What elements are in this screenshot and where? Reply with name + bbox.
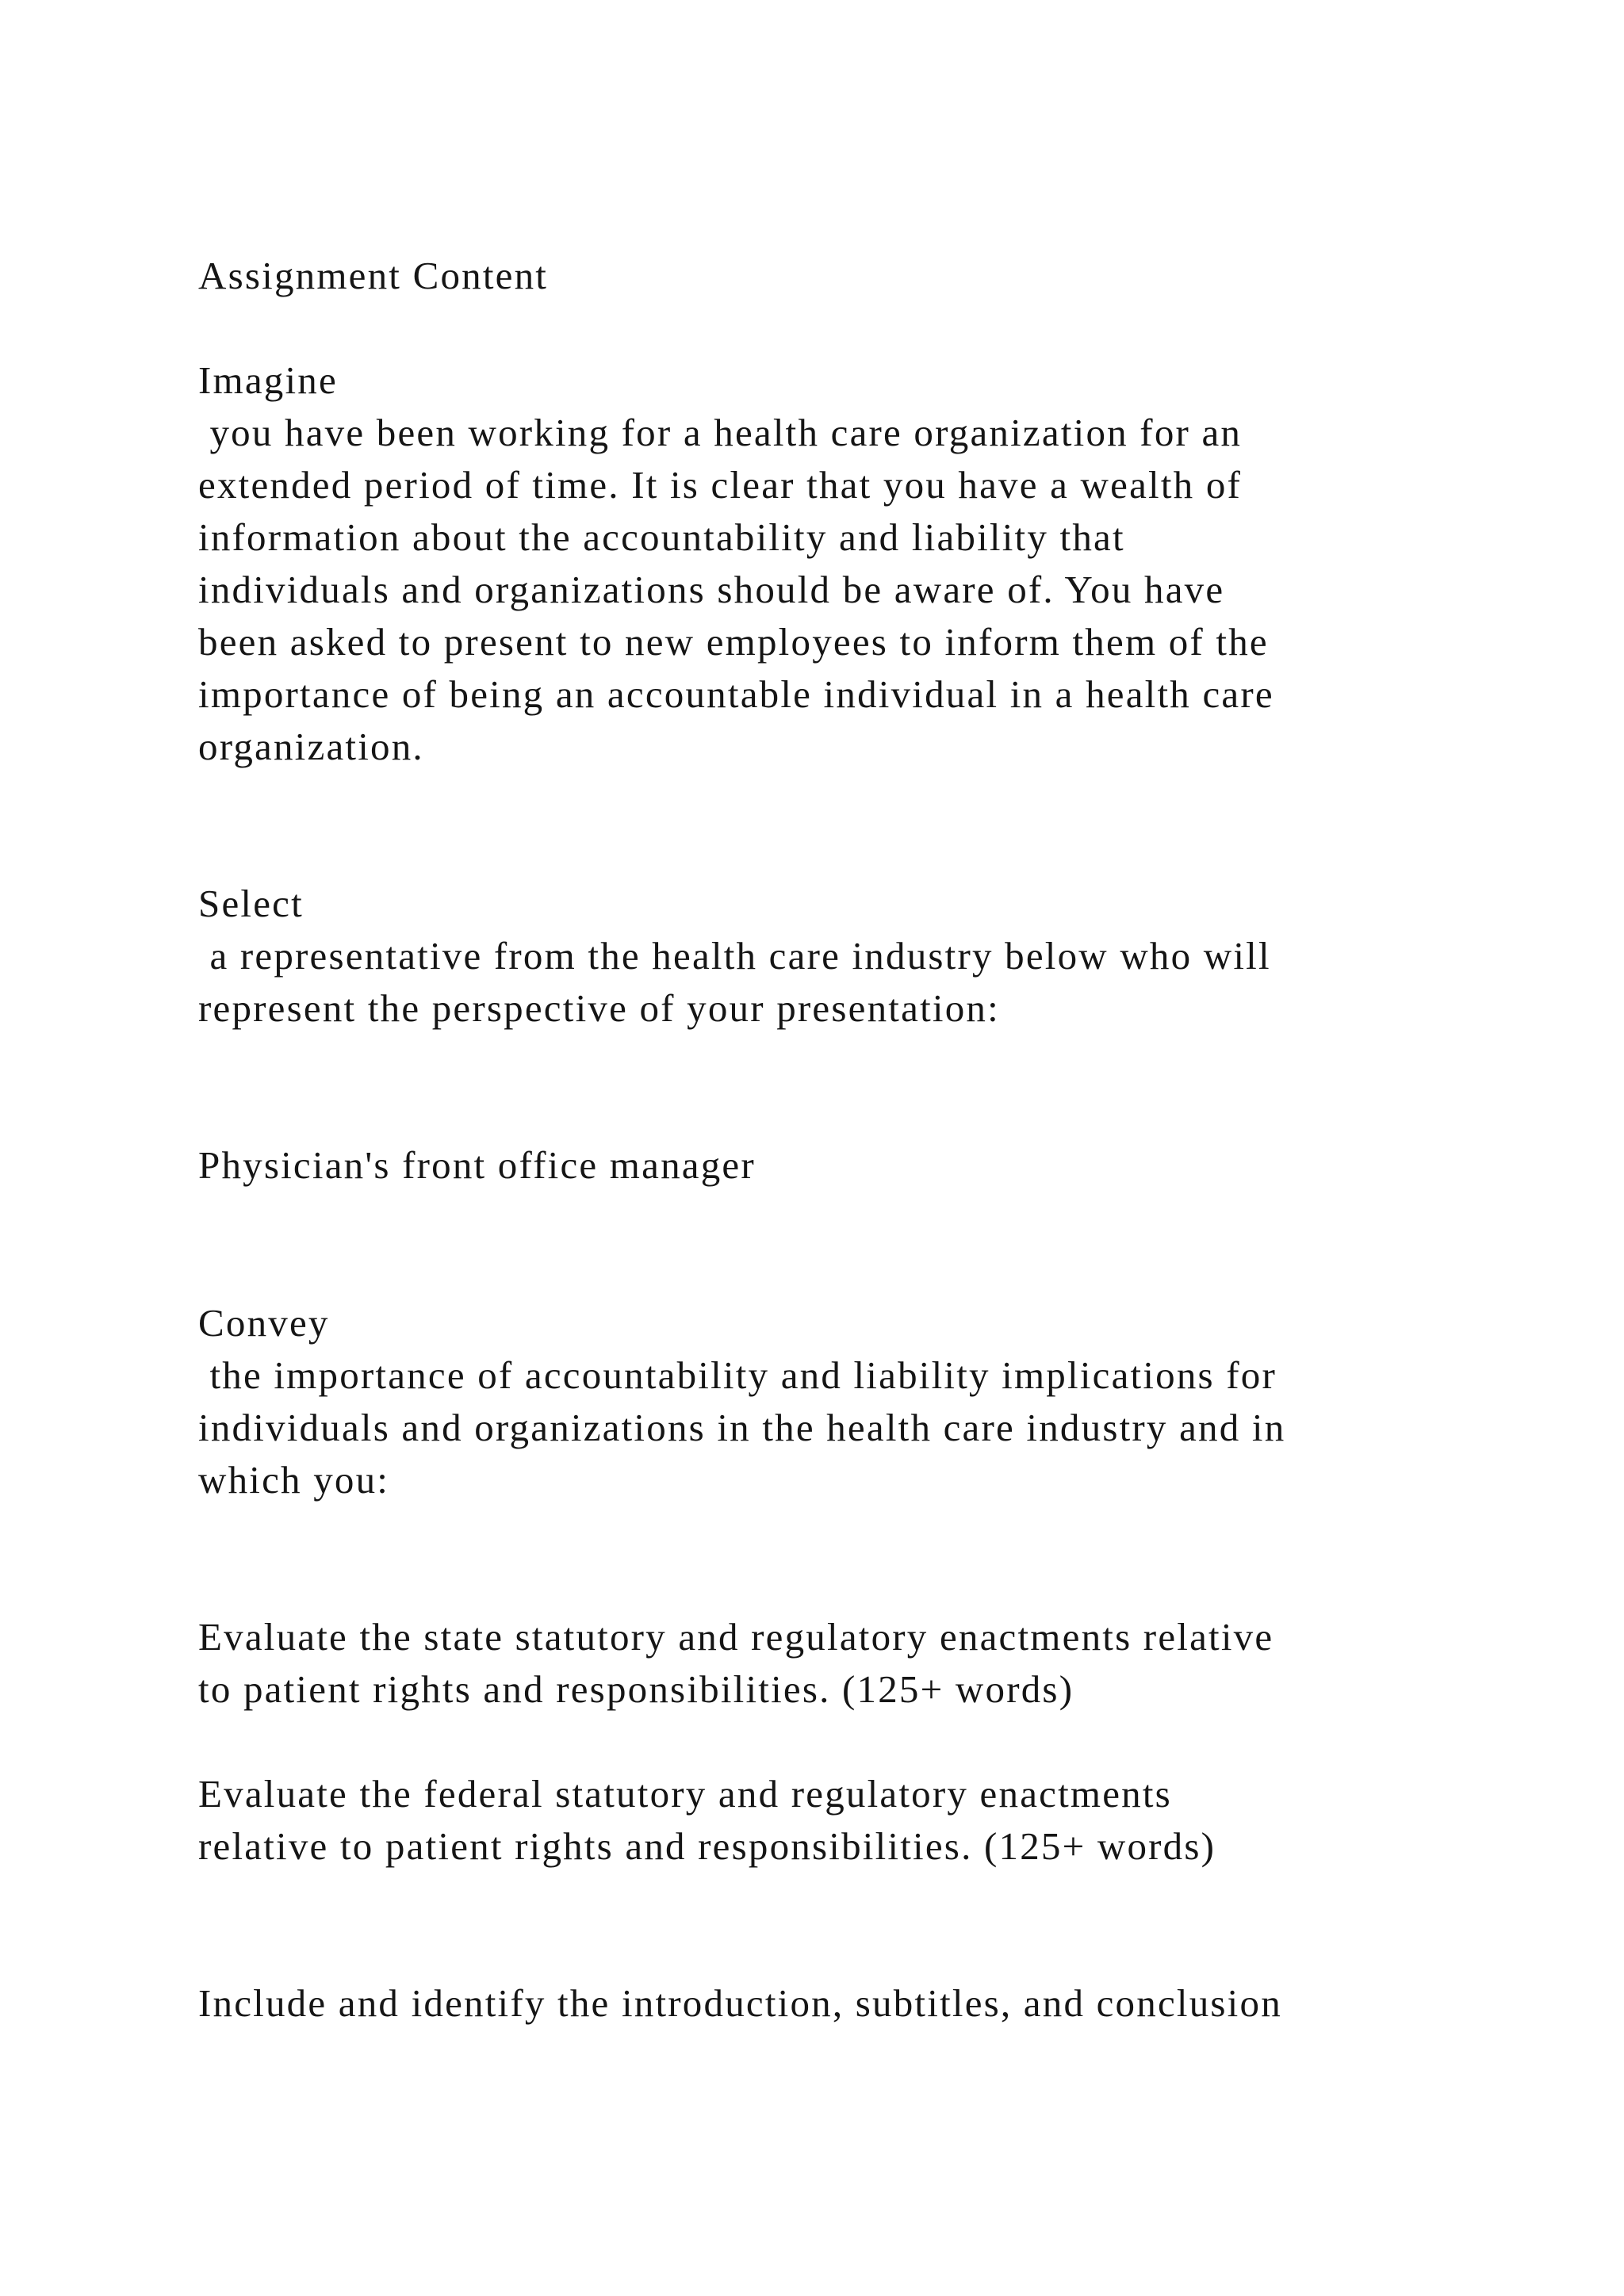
select-line: a representative from the health care industry below who will xyxy=(198,934,1271,978)
convey-line: individuals and organizations in the health care industry and in xyxy=(198,1406,1286,1449)
imagine-line: individuals and organizations should be aware of. You have xyxy=(198,568,1225,611)
imagine-line: information about the accountability and liability that xyxy=(198,515,1125,559)
assignment-heading: Assignment Content xyxy=(198,254,549,297)
imagine-line: extended period of time. It is clear that you have a wealth of xyxy=(198,463,1243,507)
select-lead: Select xyxy=(198,882,304,925)
evaluate-federal-line: Evaluate the federal statutory and regulatory enactments xyxy=(198,1772,1172,1816)
representative-option: Physician's front office manager xyxy=(198,1143,756,1187)
evaluate-state-line: to patient rights and responsibilities. (125+ words) xyxy=(198,1667,1074,1711)
select-line: represent the perspective of your presentation: xyxy=(198,986,1000,1030)
evaluate-state-line: Evaluate the state statutory and regulatory enactments relative xyxy=(198,1615,1274,1659)
imagine-line: been asked to present to new employees to inform them of the xyxy=(198,620,1269,664)
imagine-lead: Imagine xyxy=(198,358,338,402)
convey-line: the importance of accountability and liability implications for xyxy=(198,1353,1277,1397)
convey-line: which you: xyxy=(198,1458,390,1502)
include-instruction: Include and identify the introduction, subtitles, and conclusion xyxy=(198,1981,1282,2025)
imagine-line: organization. xyxy=(198,725,424,768)
imagine-line: importance of being an accountable individual in a health care xyxy=(198,672,1274,716)
imagine-line: you have been working for a health care organization for an xyxy=(198,411,1243,454)
evaluate-federal-line: relative to patient rights and responsibilities. (125+ words) xyxy=(198,1824,1216,1868)
convey-lead: Convey xyxy=(198,1301,330,1345)
